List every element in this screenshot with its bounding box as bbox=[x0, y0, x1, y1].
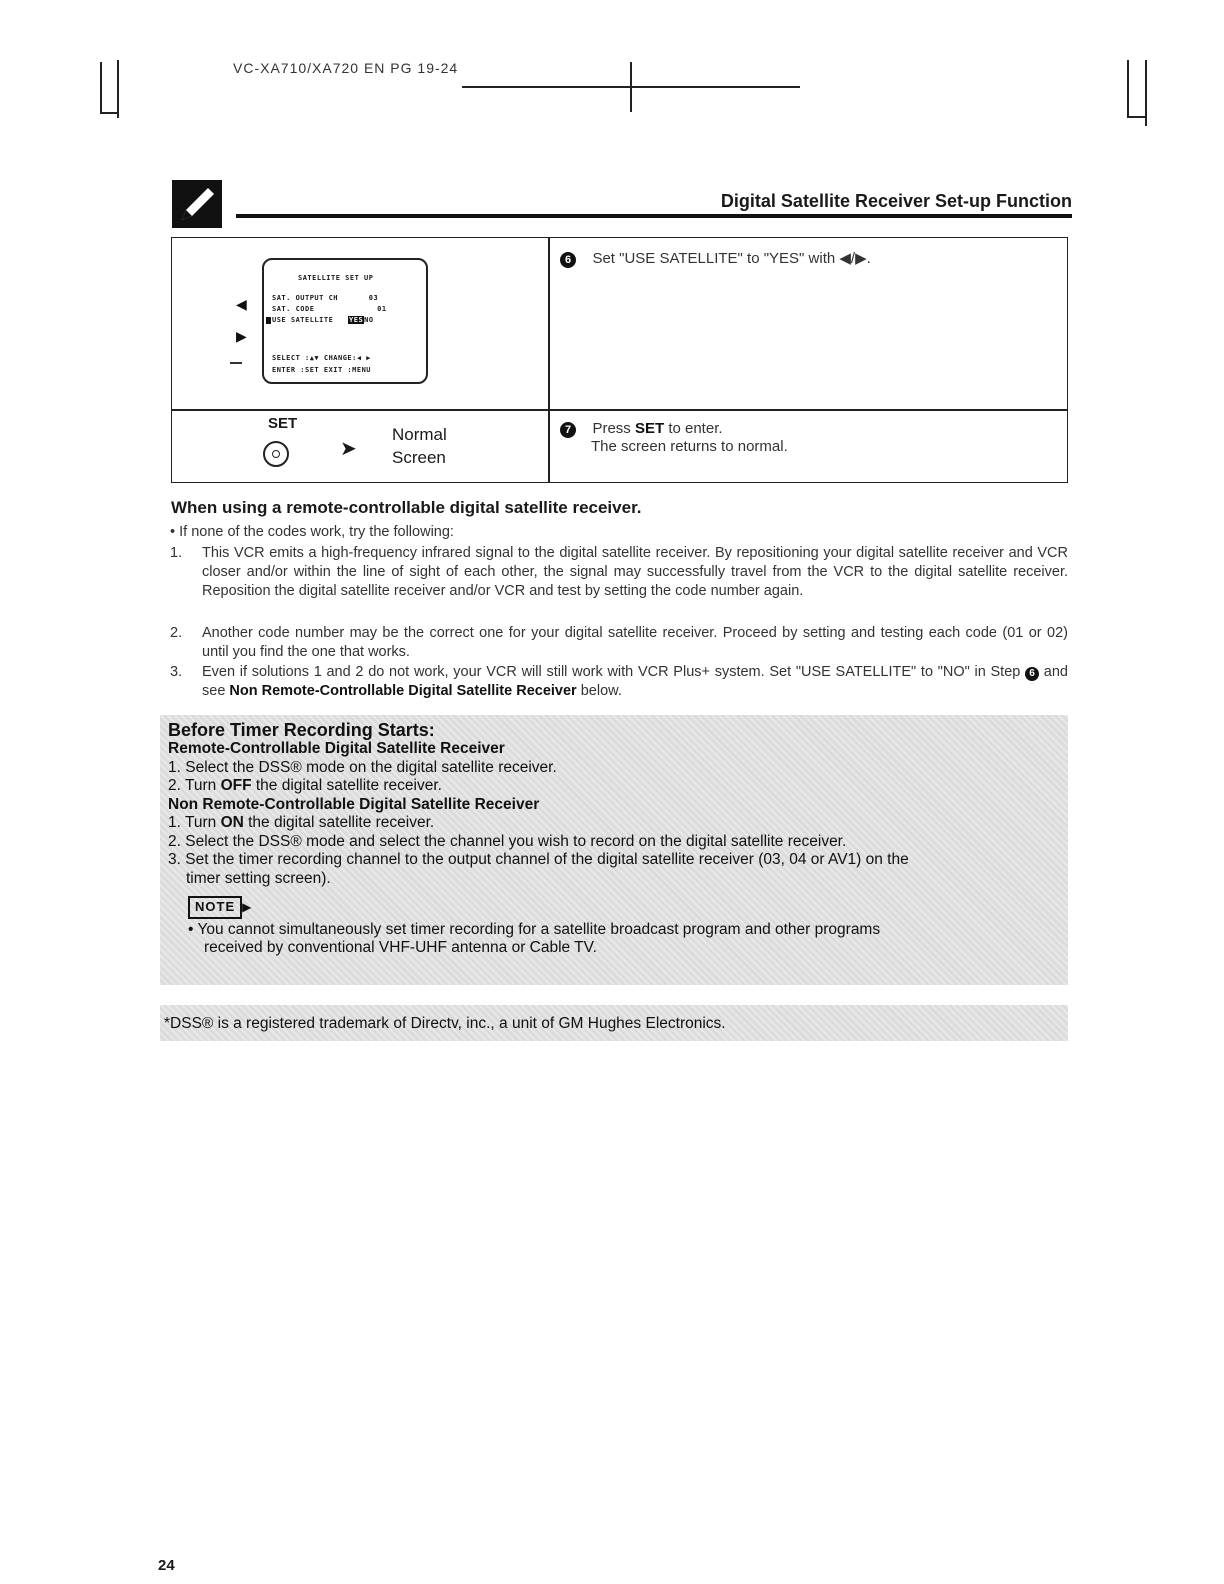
remote-heading: When using a remote-controllable digital satellite receiver. bbox=[171, 498, 642, 517]
list-item-1-num: 1. bbox=[170, 545, 183, 561]
dash-marks bbox=[230, 362, 242, 364]
remote-bullet: • If none of the codes work, try the following: bbox=[170, 524, 454, 540]
before-timer-heading: Before Timer Recording Starts: bbox=[168, 720, 435, 740]
list-item-3-mid: and see bbox=[202, 664, 1068, 699]
osd-footer-1: SELECT :▲▼ CHANGE:◀ ▶ bbox=[272, 354, 372, 362]
set-button-label: SET bbox=[268, 415, 298, 432]
step-6-text: Set "USE SATELLITE" to "YES" with ◀/▶. bbox=[592, 250, 871, 267]
remote-step-2-bold: OFF bbox=[220, 777, 252, 794]
section-title: Digital Satellite Receiver Set-up Function bbox=[720, 191, 1072, 211]
before-timer-box bbox=[160, 715, 1068, 985]
note-line-1: • You cannot simultaneously set timer recording for a satellite broadcast program and other programs bbox=[188, 920, 881, 938]
nonremote-step-2: 2. Select the DSS® mode and select the channel you wish to record on the digital satellite receiver. bbox=[168, 832, 847, 850]
osd-row1-value: 03 bbox=[368, 294, 379, 302]
crop-mark-left bbox=[117, 60, 119, 118]
step-6 bbox=[560, 249, 871, 268]
osd-row-code bbox=[272, 305, 387, 313]
registration-line-v bbox=[630, 62, 632, 112]
step-7-number: 7 bbox=[560, 422, 576, 438]
pencil-icon bbox=[172, 180, 222, 228]
osd-option-no: NO bbox=[364, 316, 374, 324]
osd-row1-label: SAT. OUTPUT CH bbox=[272, 294, 339, 302]
osd-footer-2: ENTER :SET EXIT :MENU bbox=[272, 366, 372, 374]
osd-row2-value: 01 bbox=[377, 305, 387, 313]
nonremote-step-3b: timer setting screen). bbox=[186, 869, 331, 887]
remote-step-2 bbox=[168, 777, 1063, 796]
osd-title: SATELLITE SET UP bbox=[298, 274, 374, 282]
on-screen-display bbox=[262, 258, 428, 384]
crop-mark-right-inner bbox=[1145, 60, 1147, 126]
remote-step-1: 1. Select the DSS® mode on the digital satellite receiver. bbox=[168, 758, 557, 776]
nonremote-step-1-post: the digital satellite receiver. bbox=[243, 814, 435, 831]
nonremote-step-1-bold: ON bbox=[220, 814, 244, 831]
osd-row-output-ch bbox=[272, 294, 378, 302]
list-item-2 bbox=[170, 624, 1068, 662]
osd-row3-label: USE SATELLITE bbox=[272, 316, 334, 324]
step-7-line1 bbox=[592, 420, 722, 437]
remote-step-2-pre: 2. Turn bbox=[168, 777, 221, 794]
step-7-bold: SET bbox=[634, 420, 665, 437]
list-item-3 bbox=[170, 663, 1068, 701]
before-timer-content bbox=[168, 720, 1063, 958]
title-rule bbox=[236, 214, 1072, 218]
note-arrow-icon: ▶ bbox=[242, 900, 252, 914]
step-6-number: 6 bbox=[560, 252, 576, 268]
list-item-3-pre: Even if solutions 1 and 2 do not work, your VCR will still work with VCR Plus+ system. Set "USE SATELLITE" to "NO" in Step bbox=[202, 664, 1026, 680]
table-divider-horizontal bbox=[171, 409, 1068, 411]
note-row bbox=[168, 896, 1063, 919]
result-screen: Screen bbox=[392, 448, 446, 467]
list-item-2-text: Another code number may be the correct one for your digital satellite receiver. Proceed by setting and testing each code (01 or 02) until you find the one that works. bbox=[202, 625, 1068, 660]
right-arrow-icon: ▶ bbox=[236, 328, 247, 344]
osd-row-use-satellite bbox=[266, 316, 374, 324]
remote-controllable-heading: Remote-Controllable Digital Satellite Receiver bbox=[168, 740, 505, 757]
step-6-ref: 6 bbox=[1025, 667, 1039, 681]
nonremote-step-1-pre: 1. Turn bbox=[168, 814, 221, 831]
crop-mark-right bbox=[1127, 60, 1129, 118]
remote-step-2-post: the digital satellite receiver. bbox=[251, 777, 442, 794]
step-7-line2: The screen returns to normal. bbox=[591, 438, 788, 455]
list-item-3-text bbox=[202, 663, 1068, 701]
list-item-3-bold: Non Remote-Controllable Digital Satellite Receiver bbox=[229, 683, 577, 699]
osd-option-yes: YES bbox=[349, 316, 364, 324]
nonremote-step-1 bbox=[168, 814, 1063, 833]
crop-mark-left-foot bbox=[100, 112, 118, 114]
list-item-3-post: below. bbox=[576, 683, 622, 699]
list-item-2-num: 2. bbox=[170, 625, 183, 641]
trademark-box bbox=[160, 1005, 1068, 1041]
document-code: VC-XA710/XA720 EN PG 19-24 bbox=[233, 60, 459, 76]
note-line-2: received by conventional VHF-UHF antenna or Cable TV. bbox=[204, 939, 597, 956]
step-7-post: to enter. bbox=[664, 420, 723, 437]
note-label: NOTE bbox=[188, 896, 242, 919]
crop-mark-left-inner bbox=[100, 62, 102, 112]
arrow-right-icon: ➤ bbox=[340, 438, 357, 460]
osd-cursor-icon bbox=[266, 317, 271, 324]
list-item-1 bbox=[170, 544, 1068, 601]
left-arrow-icon: ◀ bbox=[236, 296, 247, 312]
page-number: 24 bbox=[158, 1557, 175, 1574]
list-item-1-text: This VCR emits a high-frequency infrared signal to the digital satellite receiver. By repositioning your digital satellite receiver and VCR closer and/or within the line of sight of each other, the signal may successfully travel from the VCR to the digital satellite receiver. Reposition the digital satellite receiver and/or VCR and test by setting the code number again. bbox=[202, 545, 1068, 599]
result-label bbox=[392, 423, 447, 469]
step-7 bbox=[560, 420, 788, 455]
step-7-pre: Press bbox=[592, 420, 635, 437]
nonremote-step-3a: 3. Set the timer recording channel to the output channel of the digital satellite receiver (03, 04 or AV1) on the bbox=[168, 851, 909, 868]
table-divider-vertical bbox=[548, 237, 550, 483]
list-item-3-num: 3. bbox=[170, 664, 183, 680]
trademark-text: *DSS® is a registered trademark of Directv, inc., a unit of GM Hughes Electronics. bbox=[164, 1015, 726, 1032]
set-button-center bbox=[272, 450, 280, 458]
non-remote-heading: Non Remote-Controllable Digital Satellite Receiver bbox=[168, 795, 540, 813]
result-normal: Normal bbox=[392, 425, 447, 444]
osd-row2-label: SAT. CODE bbox=[272, 305, 315, 313]
crop-mark-right-foot bbox=[1127, 116, 1145, 118]
